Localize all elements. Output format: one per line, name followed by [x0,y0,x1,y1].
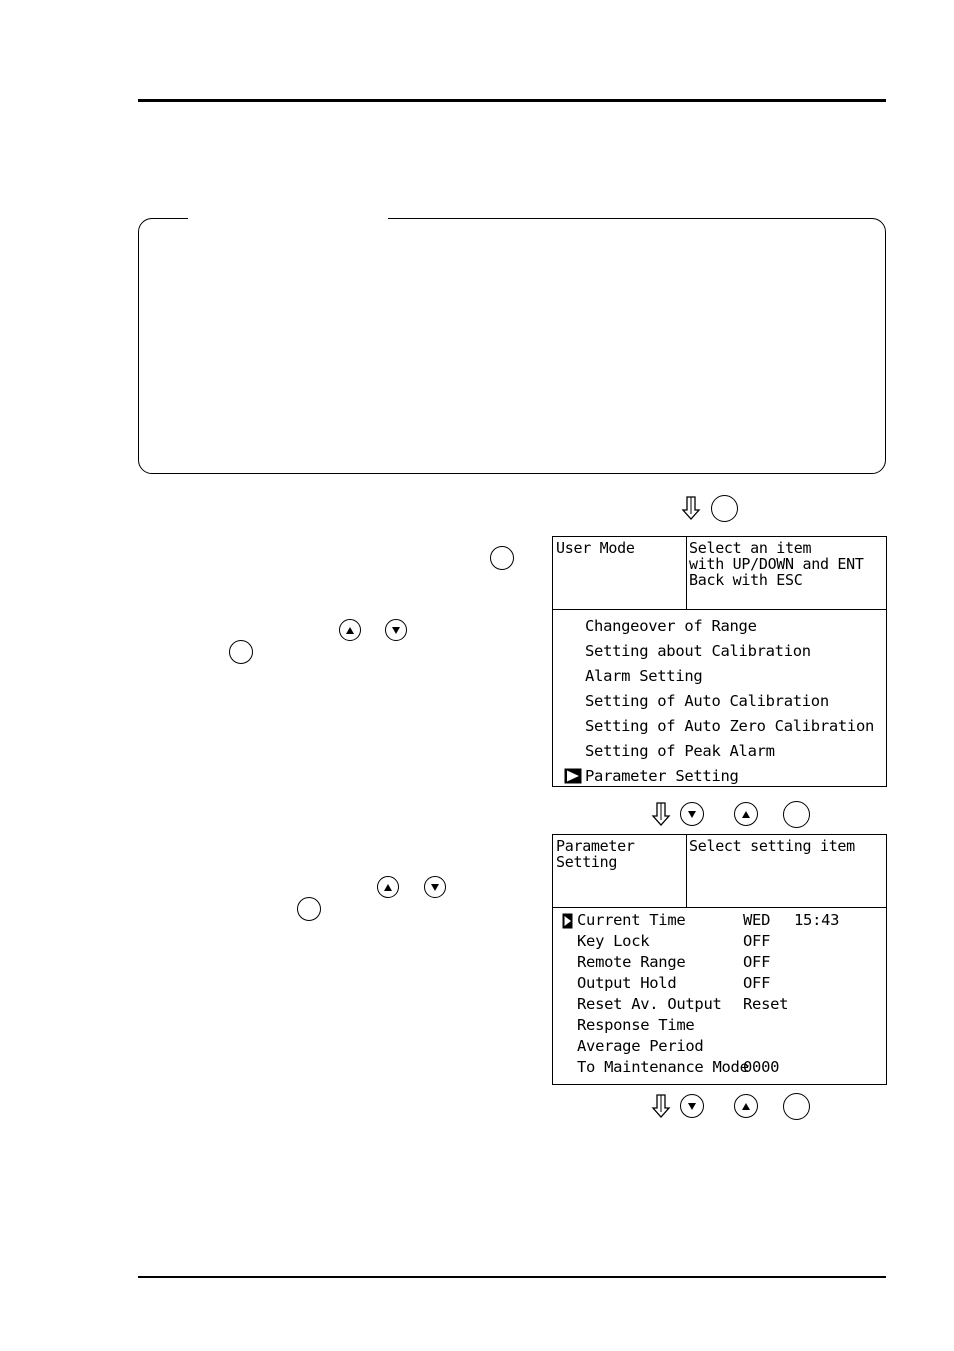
menu-item-calibration[interactable]: Setting about Calibration [585,642,811,660]
parameter-title-1: Parameter [556,837,635,855]
selection-cursor-icon-2 [562,913,573,929]
header-rule [138,99,886,102]
parameter-title-cell [553,835,687,907]
down-key-icon-2 [424,876,446,898]
ent-key-icon [229,640,253,664]
mode-key-icon-flow [711,495,738,522]
up-key-icon-2 [377,876,399,898]
footer-rule [138,1276,886,1278]
info-box [138,218,886,474]
mode-key-icon [490,546,514,570]
user-mode-hint-3: Back with ESC [689,571,803,589]
selection-cursor-icon [564,768,582,784]
parameter-setting-panel [552,834,887,1085]
param-value-remote-range: OFF [743,953,771,971]
user-mode-panel [552,536,887,787]
param-label-maintenance-mode[interactable]: To Maintenance Mode [577,1058,749,1076]
param-label-response-time[interactable]: Response Time [577,1016,695,1034]
info-box-title-gap [188,214,388,222]
param-value-current-clock: 15:43 [794,911,840,929]
down-key-icon-flow [680,802,704,826]
param-label-output-hold[interactable]: Output Hold [577,974,677,992]
parameter-hint: Select setting item [689,837,855,855]
parameter-header [553,835,886,908]
up-key-icon-flow [734,802,758,826]
down-double-arrow-icon-3 [651,1094,671,1118]
user-mode-title: User Mode [556,539,635,557]
user-mode-hint-2: with UP/DOWN and ENT [689,555,864,573]
menu-item-auto-zero-calibration[interactable]: Setting of Auto Zero Calibration [585,717,875,735]
param-label-remote-range[interactable]: Remote Range [577,953,686,971]
param-value-maintenance-code: 0000 [743,1058,780,1076]
menu-item-parameter-setting[interactable]: Parameter Setting [585,767,739,785]
param-value-reset-av-output: Reset [743,995,789,1013]
user-mode-hint-1: Select an item [689,539,812,557]
param-label-current-time[interactable]: Current Time [577,911,686,929]
up-key-icon [339,619,361,641]
param-value-output-hold: OFF [743,974,771,992]
parameter-title-2: Setting [556,853,618,871]
user-mode-header [553,537,886,610]
ent-key-icon-flow [783,801,810,828]
menu-item-alarm[interactable]: Alarm Setting [585,667,703,685]
param-value-current-day: WED [743,911,771,929]
up-key-icon-flow-2 [734,1094,758,1118]
param-label-reset-av-output[interactable]: Reset Av. Output [577,995,722,1013]
down-double-arrow-icon [681,496,701,520]
menu-item-changeover-range[interactable]: Changeover of Range [585,617,757,635]
ent-key-icon-2 [297,897,321,921]
menu-item-auto-calibration[interactable]: Setting of Auto Calibration [585,692,829,710]
menu-item-peak-alarm[interactable]: Setting of Peak Alarm [585,742,775,760]
param-value-key-lock: OFF [743,932,771,950]
down-double-arrow-icon-2 [651,802,671,826]
ent-key-icon-flow-2 [783,1093,810,1120]
param-label-average-period[interactable]: Average Period [577,1037,704,1055]
down-key-icon-flow-2 [680,1094,704,1118]
down-key-icon [385,619,407,641]
param-label-key-lock[interactable]: Key Lock [577,932,650,950]
user-mode-title-cell [553,537,687,609]
